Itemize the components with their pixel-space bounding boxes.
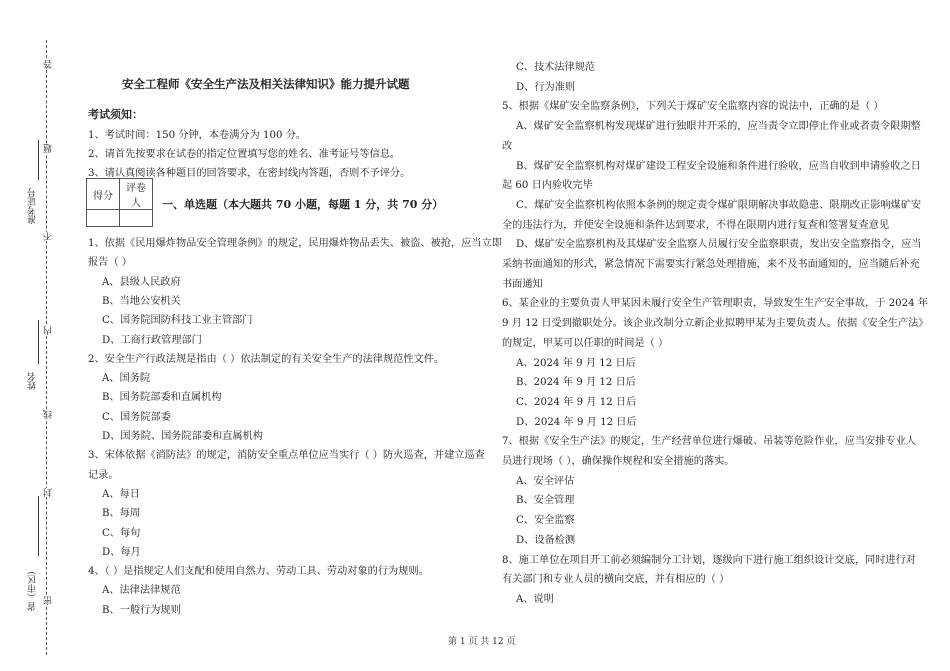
notice-title: 考试须知： — [88, 108, 143, 121]
question-line-left: A、每日 — [102, 488, 140, 500]
label-region: 省（市区） — [28, 566, 38, 611]
score-label: 得分 — [87, 179, 120, 210]
question-line-right: B、2024 年 9 月 12 日后 — [516, 377, 636, 389]
question-line-right: D、2024 年 9 月 12 日后 — [516, 416, 637, 428]
cut-mark: 不 — [44, 232, 54, 241]
score-cell[interactable] — [87, 210, 120, 227]
question-line-right: C、安全监察 — [516, 515, 575, 527]
notice-line: 2、请首先按要求在试卷的指定位置填写您的姓名、准考证号等信息。 — [88, 149, 401, 160]
notice-line: 3、请认真阅读各种题目的回答要求，在密封线内答题，否则不予评分。 — [88, 168, 411, 179]
question-line-left: B、当地公安机关 — [102, 295, 181, 307]
question-line-right: 9 月 12 日受到撤职处分。该企业改制分立新企业拟聘甲某为主要负责人。依据《安全生产法》 — [502, 318, 929, 330]
question-line-right: D、煤矿安全监察机构及其煤矿安全监察人员履行安全监察职责，发出安全监察指令，应当 — [516, 239, 922, 251]
question-line-right: D、行为准则 — [516, 81, 576, 93]
question-line-left: B、一般行为规则 — [102, 604, 181, 616]
grader-cell[interactable] — [120, 210, 153, 227]
binding-margin — [0, 0, 60, 671]
page-footer: 第 1 页 共 12 页 — [448, 637, 516, 647]
question-line-right: D、设备检测 — [516, 534, 576, 546]
question-line-left: A、国务院 — [102, 373, 151, 385]
question-line-right: A、安全评估 — [516, 475, 575, 487]
section-heading: 一、单选题（本大题共 70 小题，每题 1 分，共 70 分） — [162, 198, 444, 211]
question-line-right: B、煤矿安全监察机构对煤矿建设工程安全设施和条件进行验收，应当自收到申请验收之日 — [516, 160, 921, 172]
question-line-left: C、国务院国防科技工业主管部门 — [102, 315, 253, 327]
question-line-left: 4、（ ）是指规定人们支配和使用自然力、劳动工具、劳动对象的行为规则。 — [88, 566, 429, 578]
question-line-right: 6、某企业的主要负责人甲某因未履行安全生产管理职责，导致发生生产安全事故，于 2024 年 — [502, 298, 929, 310]
question-line-right: 采纳书面通知的形式，紧急情况下需要实行紧急处理措施，来不及书面通知的，应当随后补充 — [502, 259, 920, 270]
question-line-left: 记录。 — [88, 469, 119, 481]
question-line-right: C、2024 年 9 月 12 日后 — [516, 396, 637, 408]
seal-line — [46, 40, 47, 655]
question-line-right: 起 60 日内验收完毕 — [502, 180, 593, 192]
question-line-left: A、县级人民政府 — [102, 276, 181, 288]
cut-mark: 线 — [44, 410, 54, 419]
question-line-right: 7、根据《安全生产法》的规定，生产经营单位进行爆破、吊装等危险作业，应当安排专业人 — [502, 436, 916, 448]
question-line-left: D、每月 — [102, 546, 141, 558]
notice-line: 1、考试时间：150 分钟，本卷满分为 100 分。 — [88, 130, 307, 141]
question-line-left: 2、安全生产行政法规是指由（ ）依法制定的有关安全生产的法律规范性文件。 — [88, 353, 445, 365]
cut-mark: 题 — [44, 144, 54, 153]
question-line-right: C、煤矿安全监察机构依照本条例的规定责令煤矿限期解决事故隐患、限期改正影响煤矿安 — [516, 199, 922, 211]
cut-mark: 内 — [44, 326, 54, 335]
question-line-right: 8、施工单位在项目开工前必须编制分工计划，逐级向下进行施工组织设计交底，同时进行对 — [502, 554, 916, 566]
cut-mark: 封 — [44, 488, 54, 497]
question-line-right: A、煤矿安全监察机构发现煤矿进行独眼井开采的，应当责令立即停止作业或者责令限期整 — [516, 121, 921, 133]
question-line-right: 5、根据《煤矿安全监察条例》，下列关于煤矿安全监察内容的说法中，正确的是（ ） — [502, 101, 884, 113]
exam-title: 安全工程师《安全生产法及相关法律知识》能力提升试题 — [122, 77, 410, 91]
question-line-right: 有关部门和专业人员的横向交底，并有相应的（ ） — [502, 574, 730, 586]
cut-mark: 密 — [44, 596, 54, 605]
question-line-left: B、每周 — [102, 508, 141, 520]
question-line-right: C、技术法律规范 — [516, 62, 596, 73]
question-line-right: B、安全管理 — [516, 495, 575, 507]
field-region — [38, 496, 39, 556]
score-table — [86, 178, 153, 227]
label-exam-number: 准考证号 — [28, 188, 38, 224]
cut-mark: 答 — [44, 60, 54, 69]
question-line-left: C、国务院部委 — [102, 411, 171, 423]
question-line-left: B、国务院部委和直属机构 — [102, 392, 222, 404]
question-line-left: 3、宋体依据《消防法》的规定，消防安全重点单位应当实行（ ）防火巡查，并建立巡查 — [88, 450, 485, 462]
question-line-left: 1、依据《民用爆炸物品安全管理条例》的规定，民用爆炸物品丢失、被盗、被抢，应当立即 — [88, 238, 502, 249]
question-line-right: A、说明 — [516, 593, 554, 605]
question-line-right: 的规定，甲某可以任职的时间是（ ） — [502, 337, 669, 349]
grader-label: 评卷人 — [120, 179, 153, 210]
question-line-right: 员进行现场（ ），确保操作规程和安全措施的落实。 — [502, 456, 735, 467]
question-line-right: 改 — [502, 140, 513, 152]
label-name: 姓名 — [28, 372, 38, 390]
question-line-left: A、法律法律规范 — [102, 585, 181, 597]
question-line-left: D、国务院、国务院部委和直属机构 — [102, 431, 263, 442]
question-line-left: 报告（ ） — [88, 257, 132, 269]
field-name — [38, 320, 39, 364]
field-exam-number — [38, 140, 39, 180]
question-line-right: 书面通知 — [502, 278, 543, 290]
question-line-left: C、每旬 — [102, 527, 141, 539]
question-line-right: 全的违法行为，并使安全设施和条件达到要求，不得在限期内进行复查和签署复查意见 — [502, 219, 890, 231]
question-line-right: A、2024 年 9 月 12 日后 — [516, 357, 636, 369]
question-line-left: D、工商行政管理部门 — [102, 334, 202, 346]
